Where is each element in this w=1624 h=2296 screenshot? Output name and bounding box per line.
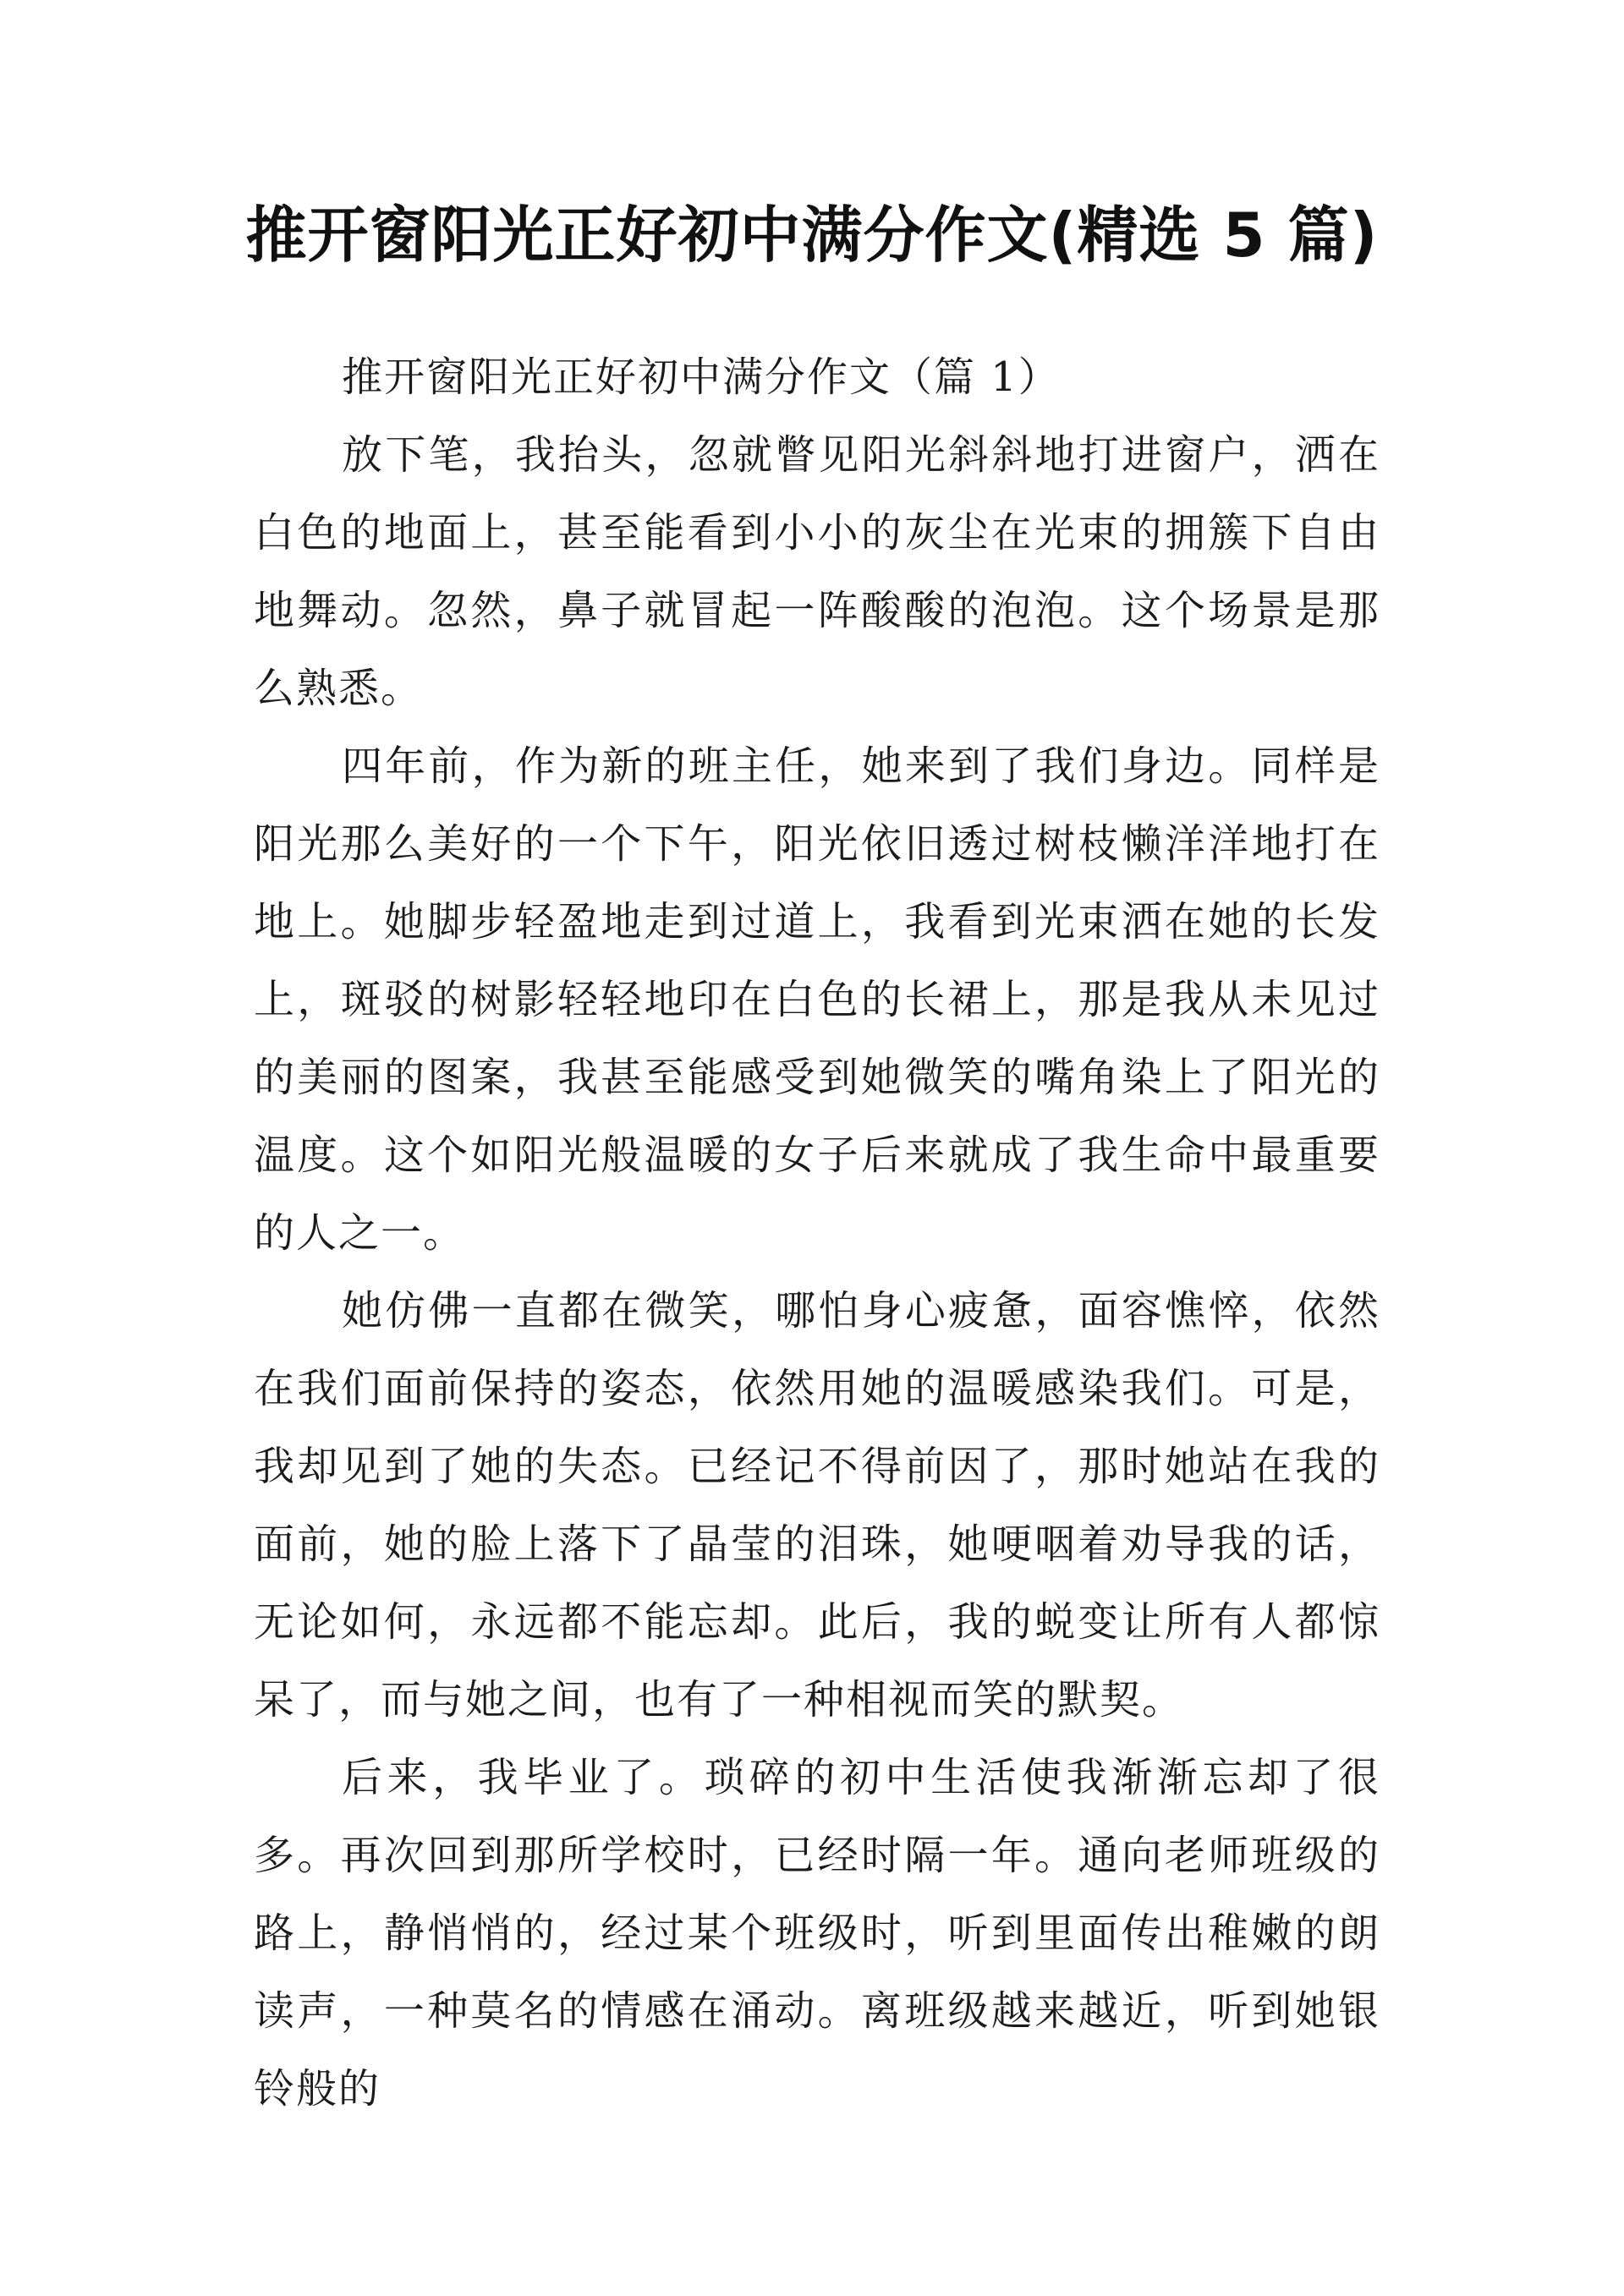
section-heading: 推开窗阳光正好初中满分作文（篇 1）	[342, 353, 1061, 401]
paragraph: 她仿佛一直都在微笑，哪怕身心疲惫，面容憔悴，依然在我们面前保持的姿态，依然用她的温暖感染我们。可是，我却见到了她的失态。已经记不得前因了，那时她站在我的面前，她的脸上落下了晶莹的泪珠，她哽咽着劝导我的话，无论如何，永远都不能忘却。此后，我的蜕变让所有人都惊呆了，而与她之间，也有了一种相视而笑的默契。	[254, 1287, 1380, 1723]
paragraph: 后来，我毕业了。琐碎的初中生活使我渐渐忘却了很多。再次回到那所学校时，已经时隔一年。通向老师班级的路上，静悄悄的，经过某个班级时，听到里面传出稚嫩的朗读声，一种莫名的情感在涌动。离班级越来越近，听到她银铃般的	[254, 1754, 1380, 2112]
paragraph: 四年前，作为新的班主任，她来到了我们身边。同样是阳光那么美好的一个下午，阳光依旧透过树枝懒洋洋地打在地上。她脚步轻盈地走到过道上，我看到光束洒在她的长发上，斑驳的树影轻轻地印在白色的长裙上，那是我从未见过的美丽的图案，我甚至能感受到她微笑的嘴角染上了阳光的温度。这个如阳光般温暖的女子后来就成了我生命中最重要的人之一。	[254, 743, 1380, 1257]
paragraph: 放下笔，我抬头，忽就瞥见阳光斜斜地打进窗户，洒在白色的地面上，甚至能看到小小的灰尘在光束的拥簇下自由地舞动。忽然，鼻子就冒起一阵酸酸的泡泡。这个场景是那么熟悉。	[254, 431, 1380, 712]
document-body	[254, 338, 1380, 2128]
document-title: 推开窗阳光正好初中满分作文(精选 5 篇)	[245, 200, 1379, 271]
